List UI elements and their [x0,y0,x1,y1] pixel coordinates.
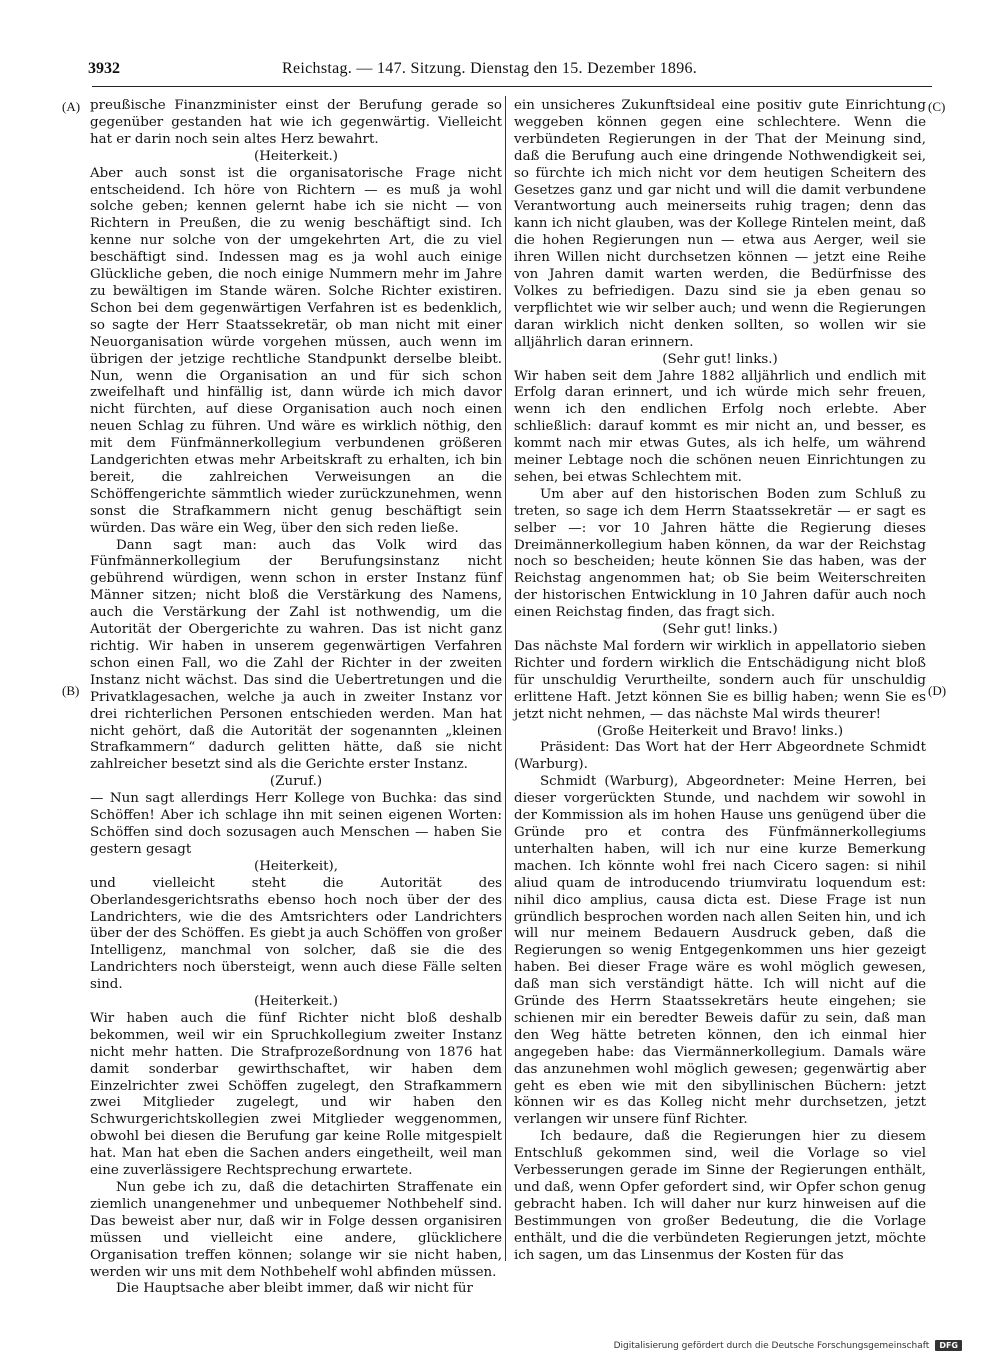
paragraph: Schmidt (Warburg), Abgeordneter: Meine Herren, bei dieser vorgerückten Stunde, und nachdem wir sowohl in der Kommission als im hohen Hause uns genügend über die Gründe pro et contra des Fünfmännerkollegiums unterhalten haben, will ich nur eine kurze Bemerkung machen. Ich könnte wohl frei nach Cicero sagen: si nihil aliud quam de introducendo triumviratu loquendum est: nihil dico amplius, causa dicta est. Diese Frage ist nun gründlich besprochen worden nach allen Seiten hin, und ich will nur meinem Bedauern Ausdruck geben, daß die Regierungen so wenig Entgegenkommen uns hier gezeigt haben. Bei dieser Frage wäre es wohl möglich gewesen, daß man sich verständigt hätte. Ich will nicht auf die Gründe des Herrn Staatssekretärs heute eingehen; sie schienen mir ein beredter Beweis dafür zu sein, daß man den Weg hätte betreten können, den ich einmal hier angegeben habe: das Viermännerkollegium. Damals wäre das anzunehmen wohl möglich gewesen; gegenwärtig aber geht es eben wie mit den sibyllinischen Büchern: jetzt können wir es das Kolleg nicht mehr durchsetzen, jetzt verlangen wir unsere fünf Richter. [514,774,926,1128]
credit-text: Digitalisierung gefördert durch die Deutsche Forschungsgemeinschaft [613,1340,930,1351]
dfg-logo-icon: DFG [935,1340,962,1351]
margin-marker-a: (A) [62,99,81,114]
interjection: (Große Heiterkeit und Bravo! links.) [596,723,844,739]
interjection: (Heiterkeit.) [254,994,338,1010]
interjection: (Heiterkeit), [254,858,338,874]
right-text-column [514,98,926,1263]
paragraph: Präsident: Das Wort hat der Herr Abgeordnete Schmidt (Warburg). [514,740,926,773]
paragraph: Das nächste Mal fordern wir wirklich in appellatorio sieben Richter und fordern wirklich die Entschädigung nicht bloß für unschuldig Verurtheilte, sondern auch für unschuldig erlittene Haft. Jetzt können Sie es billig haben; wenn Sie es jetzt nicht nehmen, — das nächste Mal wirds theurer! [514,639,926,722]
paragraph: und vielleicht steht die Autorität des Oberlandesgerichtsraths ebenso hoch noch über der des Landrichters, wie die des Amtsrichters oder Landrichters über der des Schöffen. Es giebt ja auch Schöffen von großer Intelligenz, manchmal von solcher, daß sie die des Landrichters noch übersteigt, wenn auch diese Fälle selten sind. [90,875,502,993]
running-header [88,58,932,87]
left-text-column [90,98,502,1297]
margin-marker-b: (B) [62,683,80,698]
paragraph: preußische Finanzminister einst der Berufung gerade so gegenüber gestanden hat wie ich gegenwärtig. Vielleicht hat er darin noch sein altes Herz bewahrt. [90,98,502,147]
interjection: (Zuruf.) [269,774,323,790]
paragraph: Um aber auf den historischen Boden zum Schluß zu treten, so sage ich dem Herrn Staatssekretär — er sagt es selber —: vor 10 Jahren hätte die Regierung dieses Dreimännerkollegium haben können, da war der Reichstag noch so bescheiden; heute können Sie das haben, was der Reichstag angenommen hat; ob Sie beim Weiterschreiten der historischen Entwicklung in 10 Jahren dafür auch noch einen Reichstag finden, das fragt sich. [514,486,926,621]
paragraph: Nun gebe ich zu, daß die detachirten Straffenate ein ziemlich unangenehmer und unbequemer Nothbehelf sind. Das beweist aber nur, daß wir in Folge dessen organisiren müssen und vielleicht eine andere, glücklichere Organisation treffen können; solange wir sie nicht haben, werden wir uns mit dem Nothbehelf wohl abfinden müssen. [90,1180,502,1280]
margin-marker-c: (C) [928,99,946,114]
paragraph: Dann sagt man: auch das Volk wird das Fünfmännerkollegium der Berufungsinstanz nicht gebührend würdigen, wenn schon in erster Instanz fünf Männer sitzen; nicht bloß die Verstärkung des Namens, auch die Verstärkung der Zahl ist nothwendig, um die Autorität der Obergerichte zu wahren. Das ist nicht ganz richtig. Wir haben in unserem gegenwärtigen Verfahren schon einen Fall, wo die Zahl der Richter in der zweiten Instanz nicht wächst. Das sind die Uebertretungen und die Privatklagesachen, welche ja auch in zweiter Instanz vor drei richterlichen Personen entschieden werden. Man hat nicht gehört, daß die Autorität der sogenannten „kleinen Strafkammern“ dadurch gelitten hätte, daß sie nicht zahlreicher besetzt sind als die Gerichte erster Instanz. [90,537,502,773]
margin-marker-d: (D) [928,683,947,698]
page-number: 3932 [88,60,120,77]
interjection: (Sehr gut! links.) [662,351,778,367]
paragraph: Die Hauptsache aber bleibt immer, daß wir nicht für [116,1281,473,1297]
paragraph: — Nun sagt allerdings Herr Kollege von Buchka: das sind Schöffen! Aber ich schlage ihn mit seinen eigenen Worten: Schöffen sind doch sozusagen auch Menschen — haben Sie gestern gesagt [90,791,502,857]
running-title: Reichstag. — 147. Sitzung. Dienstag den 15. Dezember 1896. [282,60,698,77]
paragraph: Ich bedaure, daß die Regierungen hier zu diesem Entschluß gekommen sind, weil die Vorlage so viel Verbesserungen gerade im Sinne der Regierungen enthält, und daß, wenn Opfer gefordert sind, wir Opfer schon genug gebracht haben. Ich will daher nur kurz hinweisen auf die Bestimmungen von großer Bedeutung, die die Vorlage enthält, und die die verbündeten Regierungen jetzt, möchte ich sagen, um das Linsenmus der Kosten für das [514,1129,926,1263]
paragraph: ein unsicheres Zukunftsideal eine positiv gute Einrichtung weggeben können gegen eine schlechtere. Wenn die verbündeten Regierungen in der That der Meinung sind, daß die Berufung auch eine dringende Nothwendigkeit sei, so fürchte ich mich nicht vor dem heutigen Scheitern des Gesetzes ganz und gar nicht und will die damit verbundene Verantwortung auch meinerseits ruhig tragen; denn das kann ich nicht glauben, was der Kollege Rintelen meint, daß die hohen Regierungen nun — etwa aus Aerger, weil sie ihren Willen nicht durchsetzen können — jetzt eine Reihe von Jahren damit warten werden, die Bedürfnisse des Volkes zu befriedigen. Dazu sind sie ja eben genau so verpflichtet wie wir selber auch; und wenn die Regierungen daran wirklich nicht denken sollten, so wollen wir sie alljährlich daran erinnern. [514,98,926,350]
interjection: (Heiterkeit.) [254,148,338,164]
interjection: (Sehr gut! links.) [662,622,778,638]
column-divider [505,96,506,1261]
paragraph: Aber auch sonst ist die organisatorische Frage nicht entscheidend. Ich höre von Richtern — es muß ja wohl solche geben; kennen gelernt habe ich sie nicht — von Richtern in Preußen, die zu wenig beschäftigt sind. Ich kenne nur solche von der umgekehrten Art, die zu viel beschäftigt sind. Indessen mag es ja wohl auch einige Glückliche geben, die noch einige Nummern mehr im Jahre zu bewältigen im Stande wären. Solche Richter existiren. Schon bei dem gegenwärtigen Verfahren ist es bedenklich, so sagte der Herr Staatssekretär, ob man nicht mit einer Neuorganisation würde vorgehen müssen, auch wenn im übrigen der jetzige rechtliche Standpunkt derselbe bleibt. Nun, wenn die Organisation an und für sich schon zweifelhaft und hinfällig ist, dann würde ich mich davor nicht fürchten, auf diese Organisation auch noch einen neuen Schlag zu führen. Und wäre es wirklich nöthig, den mit dem Fünfmännerkollegium verbundenen größeren Landgerichten etwas mehr Arbeitskraft zu erhalten, ich bin bereit, die zahlreichen Verweisungen an die Schöffengerichte sämmtlich wieder zurückzunehmen, wenn sonst die Strafkammern nicht genug beschäftigt sein würden. Das wäre ein Weg, über den sich reden ließe. [90,165,502,536]
paragraph: Wir haben seit dem Jahre 1882 alljährlich und endlich mit Erfolg daran erinnert, und ich würde mich sehr freuen, wenn ich den endlichen Erfolg noch erlebte. Aber schließlich: darauf kommt es mir nicht an, und besser, es kommt nach mir etwas Gutes, als ich helfe, um während meiner Lebtage noch die schönen neuen Einrichtungen zu sehen, bei etwas Schlechtem mit. [514,368,926,485]
digitization-credit [614,1340,962,1351]
paragraph: Wir haben auch die fünf Richter nicht bloß deshalb bekommen, weil wir ein Spruchkollegium zweiter Instanz nicht mehr hatten. Die Strafprozeßordnung von 1876 hat damit sonderbar gewirthschaftet, wir haben dem Einzelrichter zwei Schöffen zugelegt, den Strafkammern zwei Mitglieder zugelegt, und wir haben den Schwurgerichtskollegien zwei Mitglieder weggenommen, obwohl bei diesen die Berufung gar keine Rolle mitgespielt hat. Man hat eben die Sachen anders eingetheilt, weil man eine zuverlässigere Rechtsprechung erwartete. [90,1010,502,1179]
